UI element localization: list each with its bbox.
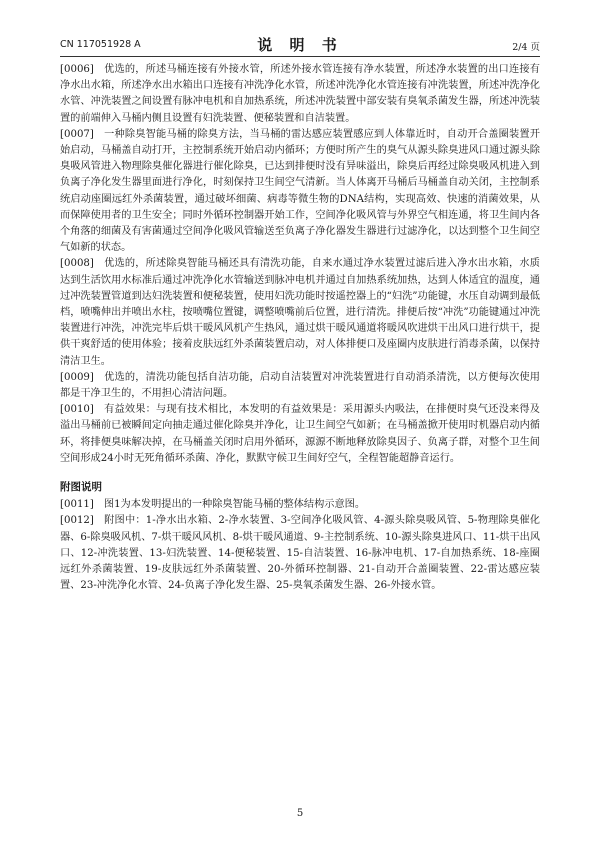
paragraph-0008 xyxy=(60,256,540,369)
paragraph-text: 一种除臭智能马桶的除臭方法，当马桶的雷达感应装置感应到人体靠近时，自动开合盖圈装置开始启动，马桶盖自动打开，主控制系统开始启动内循环；方便时所产生的臭气从源头除臭进风口通过源头除臭吸风管进入物理除臭催化器进行催化除臭，已达到排便时没有异味溢出，除臭后再经过除臭吸风机进入到负离子净化发生器里面进行净化，时刻保持卫生间空气清新。当人体离开马桶后马桶盖自动关闭，主控制系统启动座圈远红外杀菌装置，通过破坏细菌、病毒等微生物的DNA结构，实现高效、快速的消菌效果，从而保障使用者的卫生安全；同时外循环控制器开始工作，空间净化吸风管与外界空气相连通，将卫生间内各个角落的细菌及有害菌通过空间净化吸风管输送至负离子净化器发生器进行过滤净化，以达到整个卫生间空气如新的状态。 xyxy=(60,128,540,254)
paragraph-0011 xyxy=(60,497,540,513)
paragraph-0007 xyxy=(60,127,540,257)
paragraph-number: [0011] xyxy=(60,499,94,511)
section-heading: 附图说明 xyxy=(60,481,102,494)
document-number: CN 117051928 A xyxy=(60,39,141,50)
paragraph-number: [0007] xyxy=(60,128,94,140)
header-divider xyxy=(60,56,540,57)
page-number: 5 xyxy=(296,808,304,819)
paragraph-text: 有益效果：与现有技术相比，本发明的有益效果是：采用源头内吸法，在排便时臭气还没来得及溢出马桶前已被瞬间定向抽走通过催化除臭并净化，让卫生间空气如新；在马桶盖掀开使用时机器启动内循环，将排便臭味解决掉，在马桶盖关闭时启用外循环，源源不断地释放除臭因子、负离子群，对整个卫生间空间形成24小时无死角循环杀菌、净化，默默守候卫生间好空气，全程智能超静音运行。 xyxy=(60,404,540,464)
page-indicator: 2/4 页 xyxy=(512,42,540,53)
paragraph-text: 优选的，所述除臭智能马桶还具有清洗功能，自来水通过净水装置过滤后进入净水出水箱，水质达到生活饮用水标准后通过冲洗净化水管输送到脉冲电机并通过自加热系统加热，达到人体适宜的温度，通过冲洗装置管道到达妇洗装置和便秘装置，使用妇洗功能时按遥控器上的“妇洗”功能键，水压自动调到最低档，喷嘴伸出并喷出水柱，按喷嘴位置键，调整喷嘴前后位置，进行清洗。排便后按“冲洗”功能键通过冲洗装置进行冲洗，冲洗完毕后烘干暖风风机产生热风，通过烘干暖风通道将暖风吹进烘干出风口进行烘干，提供干爽舒适的使用体验；接着皮肤远红外杀菌装置启动，对人体排便口及座圈内皮肤进行消毒杀菌，以保持清洁卫生。 xyxy=(60,258,540,367)
paragraph-text: 优选的，清洗功能包括自洁功能，启动自洁装置对冲洗装置进行自动消杀清洗，以方便每次使用都是干净卫生的，不用担心清洁问题。 xyxy=(60,371,540,400)
paragraph-text: 图1为本发明提出的一种除臭智能马桶的整体结构示意图。 xyxy=(103,499,366,511)
document-body xyxy=(60,62,540,595)
paragraph-number: [0006] xyxy=(60,64,94,75)
paragraph-number: [0010] xyxy=(60,404,94,416)
paragraph-0012 xyxy=(60,513,540,594)
paragraph-0009 xyxy=(60,370,540,402)
paragraph-number: [0009] xyxy=(60,371,94,383)
paragraph-text: 优选的，所述马桶连接有外接水管，所述外接水管连接有净水装置，所述净水装置的出口连接有净水出水箱，所述净水出水箱出口连接有冲洗净化水管，所述冲洗净化水管连接有冲洗装置，所述冲洗净化水管、冲洗装置之间设置有脉冲电机和自加热系统，所述冲洗装置中部安装有臭氧杀菌发生器，所述冲洗装置的前端伸入马桶内侧且设置有妇洗装置、便秘装置和自洁装置。 xyxy=(60,64,540,124)
paragraph-number: [0012] xyxy=(60,515,94,527)
paragraph-0010 xyxy=(60,402,540,467)
paragraph-number: [0008] xyxy=(60,258,94,270)
paragraph-text: 附图中：1-净水出水箱、2-净水装置、3-空间净化吸风管、4-源头除臭吸风管、5-物理除臭催化器、6-除臭吸风机、7-烘干暖风风机、8-烘干暖风通道、9-主控制系统、10-源头除臭进风口、11-烘干出风口、12-冲洗装置、13-妇洗装置、14-便秘装置、15-自洁装置、16-脉冲电机、17-自加热系统、18-座圈远红外杀菌装置、19-皮肤远红外杀菌装置、20-外循环控制器、21-自动开合盖圈装置、22-雷达感应装置、23-冲洗净化水管、24-负离子净化发生器、25-臭氧杀菌发生器、26-外接水管。 xyxy=(60,515,541,592)
page-header xyxy=(60,38,540,52)
document-title: 说 明 书 xyxy=(257,36,343,54)
paragraph-0006 xyxy=(60,62,540,127)
